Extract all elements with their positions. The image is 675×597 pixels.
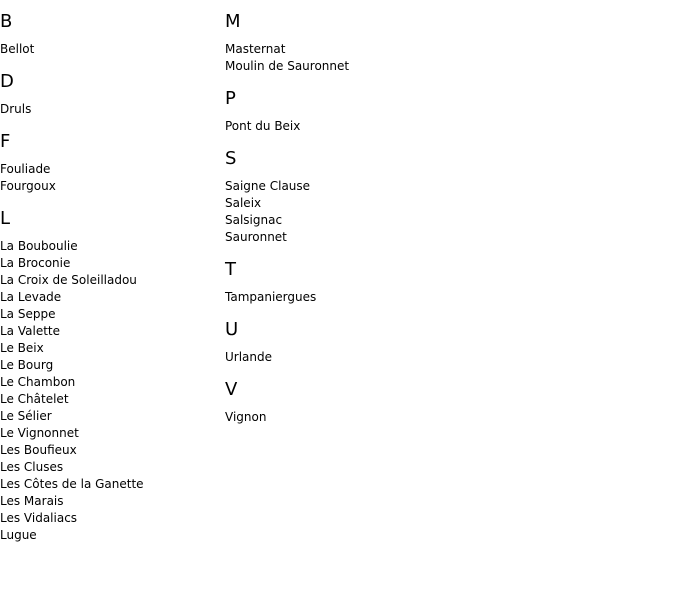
letter-group: [0, 71, 215, 118]
place-entry: Tampaniergues: [225, 290, 317, 304]
place-entry: Les Marais: [0, 494, 64, 508]
entry-list: [225, 409, 440, 426]
letter-group: [225, 11, 440, 75]
letter-group: [225, 148, 440, 246]
place-entry: Les Côtes de la Ganette: [0, 477, 144, 491]
place-entry: Fouliade: [0, 162, 51, 176]
letter-group: [0, 11, 215, 58]
place-entry: La Valette: [0, 324, 60, 338]
letter-heading: L: [0, 208, 11, 229]
entry-list: [225, 289, 440, 306]
entry-list: [225, 349, 440, 366]
place-entry: Urlande: [225, 350, 273, 364]
letter-heading: T: [225, 259, 236, 280]
place-entry: La Bouboulie: [0, 239, 78, 253]
entry-list: [0, 161, 215, 195]
place-entry: Les Cluses: [0, 460, 64, 474]
place-entry: Masternat: [225, 42, 286, 56]
place-entry: La Levade: [0, 290, 62, 304]
place-entry: Vignon: [225, 410, 267, 424]
letter-group: [225, 259, 440, 306]
place-entry: Les Boufieux: [0, 443, 77, 457]
letter-heading: U: [225, 319, 239, 340]
letter-heading: S: [225, 148, 237, 169]
letter-heading: V: [225, 379, 238, 400]
letter-group: [225, 379, 440, 426]
entry-list: [225, 118, 440, 135]
place-entry: Le Beix: [0, 341, 44, 355]
place-entry: La Broconie: [0, 256, 71, 270]
place-entry: Le Bourg: [0, 358, 54, 372]
letter-heading: M: [225, 11, 241, 32]
place-entry: Le Châtelet: [0, 392, 69, 406]
letter-group: [0, 208, 215, 544]
index-column-right: [225, 0, 440, 439]
place-entry: Le Sélier: [0, 409, 52, 423]
letter-group: [0, 131, 215, 195]
place-entry: Druls: [0, 102, 32, 116]
place-entry: Fourgoux: [0, 179, 56, 193]
letter-heading: P: [225, 88, 236, 109]
place-entry: La Seppe: [0, 307, 56, 321]
entry-list: [225, 41, 440, 75]
entry-list: [0, 41, 215, 58]
place-entry: Salsignac: [225, 213, 283, 227]
place-entry: Saigne Clause: [225, 179, 311, 193]
entry-list: [225, 178, 440, 246]
place-entry: Pont du Beix: [225, 119, 301, 133]
place-entry: Le Vignonnet: [0, 426, 79, 440]
place-entry: Bellot: [0, 42, 35, 56]
place-entry: Les Vidaliacs: [0, 511, 78, 525]
letter-group: [225, 88, 440, 135]
letter-heading: F: [0, 131, 11, 152]
place-entry: La Croix de Soleilladou: [0, 273, 137, 287]
place-entry: Le Chambon: [0, 375, 76, 389]
place-entry: Sauronnet: [225, 230, 287, 244]
entry-list: [0, 101, 215, 118]
place-entry: Lugue: [0, 528, 37, 542]
letter-heading: D: [0, 71, 14, 92]
place-entry: Moulin de Sauronnet: [225, 59, 350, 73]
place-entry: Saleix: [225, 196, 262, 210]
entry-list: [0, 238, 215, 544]
letter-heading: B: [0, 11, 13, 32]
letter-group: [225, 319, 440, 366]
index-column-left: [0, 0, 215, 557]
